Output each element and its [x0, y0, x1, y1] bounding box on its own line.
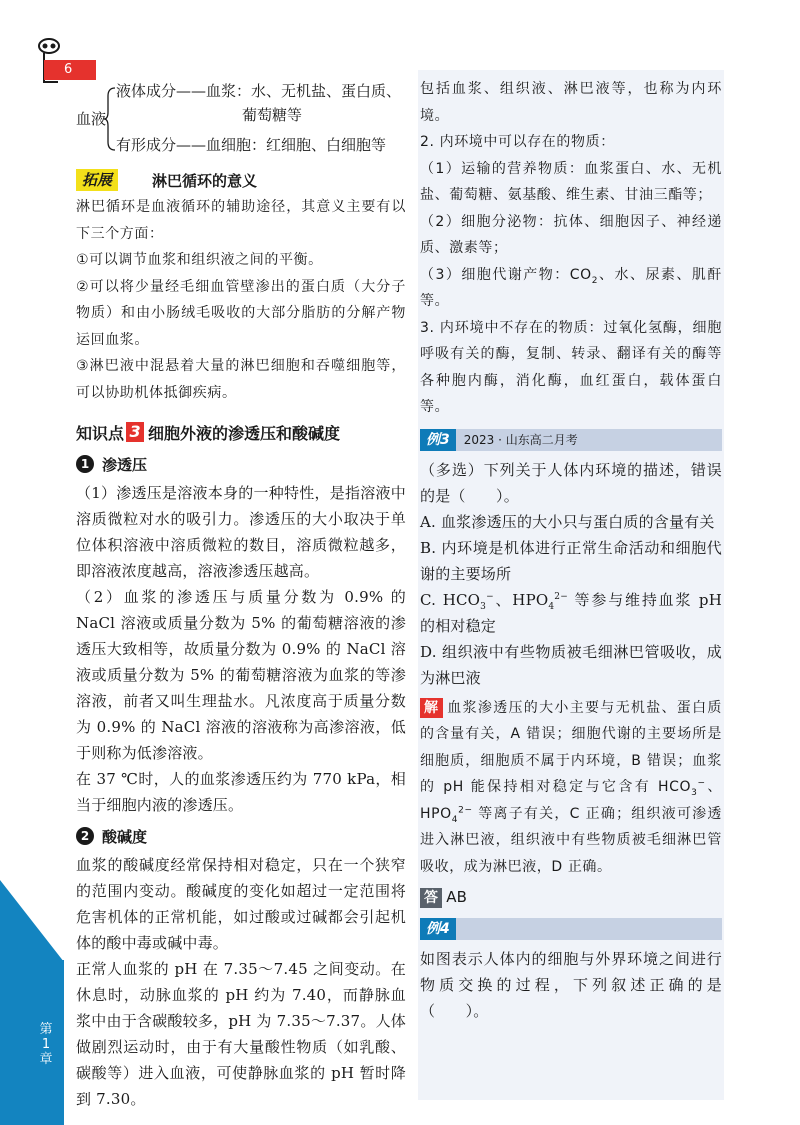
- blood-composition: [76, 78, 406, 164]
- env-item-2: 2. 内环境中可以存在的物质：: [420, 134, 615, 150]
- expansion-title: 淋巴循环的意义: [152, 171, 258, 190]
- env-item-2-2: （2）细胞分泌物：抗体、细胞因子、神经递质、激素等；: [420, 213, 722, 256]
- blood-row-cells: 有形成分——血细胞：红细胞、白细胞等: [116, 136, 387, 154]
- option-b: B. 内环境是机体进行正常生命活动和细胞代谢的主要场所: [420, 538, 722, 583]
- env-item-3: 3. 内环境中不存在的物质：过氧化氢酶，细胞呼吸有关的酶，复制、转录、翻译有关的酶等各种胞内酶，消化酶，血红蛋白，载体蛋白等。: [420, 319, 722, 415]
- osmotic-para-3: 在 37 ℃时，人的血浆渗透压约为 770 kPa，相当于细胞内液的渗透压。: [76, 770, 406, 814]
- osmotic-para-1: （1）渗透压是溶液本身的一种特性，是指溶液中溶质微粒对水的吸引力。渗透压的大小取决于单位体积溶液中溶质微粒的数目，溶质微粒越多，即溶液浓度越高，溶液渗透压越高。: [76, 484, 406, 580]
- env-item-2-1: （1）运输的营养物质：血浆蛋白、水、无机盐、葡萄糖、氨基酸、维生素、甘油三酯等；: [420, 160, 722, 203]
- option-c: C. $HCO_3^-$、$HPO_4^{2-}$ 等参与维持血浆 pH 的相对稳定: [420, 590, 722, 635]
- section-osmotic-heading: [76, 452, 406, 476]
- page-number: 6: [44, 60, 96, 80]
- option-d: D. 组织液中有些物质被毛细淋巴管吸收，成为淋巴液: [420, 642, 722, 687]
- right-column: [418, 70, 724, 1100]
- example-4-header: [420, 918, 722, 940]
- solution-tag: 解: [420, 698, 443, 718]
- example-3-source: 2023 · 山东高二月考: [463, 433, 578, 447]
- expansion-header: [76, 166, 406, 194]
- blood-row-liquid: 液体成分——血浆：水、无机盐、蛋白质、: [116, 82, 402, 100]
- kp-prefix: 知识点: [76, 423, 125, 443]
- example-4-tag: 例4: [420, 918, 456, 940]
- kp-title: 细胞外液的渗透压和酸碱度: [148, 423, 341, 443]
- left-column: [76, 78, 406, 1112]
- expansion-item-1: ①可以调节血浆和组织液之间的平衡。: [76, 252, 323, 268]
- chapter-label: 第1章: [39, 1022, 53, 1067]
- expansion-item-3: ③淋巴液中混悬着大量的淋巴细胞和吞噬细胞等，可以协助机体抵御疾病。: [76, 358, 406, 401]
- answer-value: AB: [446, 888, 468, 906]
- side-tab-corner: [0, 880, 64, 962]
- example-4-stem: 如图表示人体内的细胞与外界环境之间进行物质交换的过程，下列叙述正确的是（ ）。: [420, 950, 722, 1020]
- env-item-2-3: （3）细胞代谢产物：$CO_2$、水、尿素、肌酐等。: [420, 266, 722, 309]
- env-continuation: 包括血浆、组织液、淋巴液等，也称为内环境。: [420, 81, 722, 124]
- example-3-answer: [420, 884, 722, 910]
- section-number-1: 1: [76, 455, 94, 473]
- section-ph-heading: [76, 824, 406, 848]
- expansion-item-2: ②可以将少量经毛细血管壁渗出的蛋白质（大分子物质）和由小肠绒毛吸收的大部分脂肪的分解产物运回血浆。: [76, 278, 406, 348]
- example-3-solution: 解 血浆渗透压的大小主要与无机盐、蛋白质的含量有关，A 错误；细胞代谢的主要场所是细胞质，细胞质不属于内环境，B 错误；血浆的 pH 能保持相对稳定与它含有 $HCO_3^-$、$HPO_4^{2-}$ 等离子有关，C 正确；组织液可渗透进入淋巴液，组织液中有些物质被毛细淋巴管吸收，成为淋巴液，D 正确。: [420, 699, 722, 875]
- kp-number: 3: [126, 422, 144, 442]
- section-title-ph: 酸碱度: [102, 827, 148, 846]
- example-3-stem: （多选）下列关于人体内环境的描述，错误的是（ ）。: [420, 460, 722, 505]
- osmotic-para-2: （2）血浆的渗透压与质量分数为 0.9% 的 NaCl 溶液或质量分数为 5% 的葡萄糖溶液的渗透压大致相等，故质量分数为 0.9% 的 NaCl 溶液或质量分数为 5% 的葡萄糖溶液为血浆的等渗溶液，前者又叫生理盐水。凡浓度高于质量分数为 0.9% 的 NaCl 溶液的溶液称为高渗溶液，低于则称为低渗溶液。: [76, 588, 406, 762]
- example-3-tag: 例3: [420, 429, 456, 451]
- blood-row-liquid-cont: 葡萄糖等: [242, 106, 303, 124]
- brace-icon: [104, 86, 116, 152]
- knowledge-point-heading: [76, 418, 406, 446]
- section-number-2: 2: [76, 827, 94, 845]
- ph-para-1: 血浆的酸碱度经常保持相对稳定，只在一个狭窄的范围内变动。酸碱度的变化如超过一定范围将危害机体的正常机能，如过酸或过碱都会引起机体的酸中毒或碱中毒。: [76, 856, 406, 952]
- blood-label: 血液: [76, 110, 107, 128]
- answer-tag: 答: [420, 888, 442, 908]
- ph-para-2: 正常人血浆的 pH 在 7.35～7.45 之间变动。在休息时，动脉血浆的 pH 约为 7.40，而静脉血浆中由于含碳酸较多，pH 为 7.35～7.37。人体做剧烈运动时，由于有大量酸性物质（如乳酸、碳酸等）进入血液，可使静脉血浆的 pH 暂时降到 7.30。: [76, 960, 406, 1108]
- expansion-intro: 淋巴循环是血液循环的辅助途径，其意义主要有以下三个方面：: [76, 199, 406, 242]
- example-3-header: [420, 429, 722, 451]
- option-a: A. 血浆渗透压的大小只与蛋白质的含量有关: [420, 512, 715, 531]
- section-title-osmotic: 渗透压: [102, 455, 148, 474]
- expansion-tag: 拓展: [76, 169, 118, 191]
